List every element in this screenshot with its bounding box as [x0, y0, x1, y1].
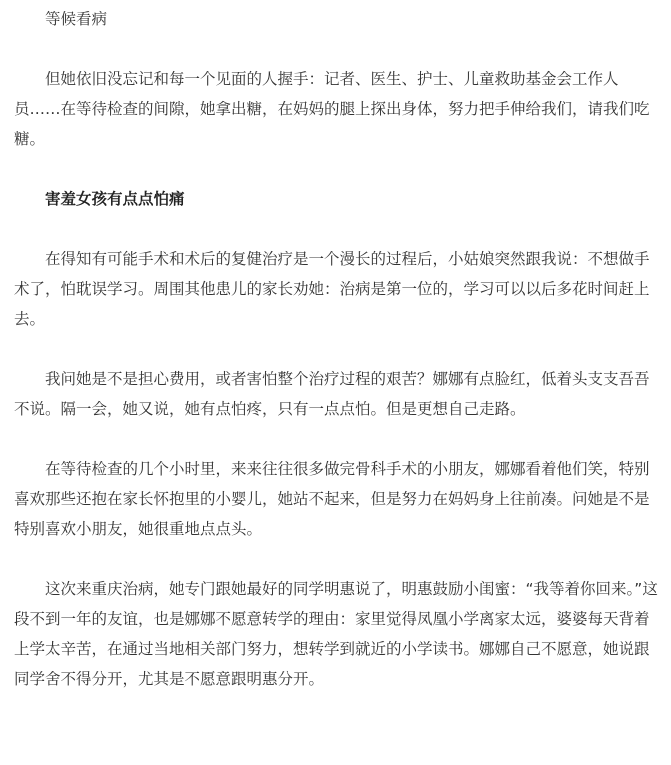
paragraph-gap	[14, 154, 662, 184]
paragraph-gap	[14, 214, 662, 244]
paragraph-surgery: 在得知有可能手术和术后的复健治疗是一个漫长的过程后，小姑娘突然跟我说：不想做手术了，怕耽误学习。周围其他患儿的家长劝她：治病是第一位的，学习可以以后多花时间赶上去。	[14, 250, 650, 328]
paragraph-fear: 我问她是不是担心费用，或者害怕整个治疗过程的艰苦？娜娜有点脸红，低着头支支吾吾不说。隔一会，她又说，她有点怕疼，只有一点点怕。但是更想自己走路。	[14, 370, 650, 418]
paragraph-friendship: 这次来重庆治病，她专门跟她最好的同学明惠说了，明惠鼓励小闺蜜：“我等着你回来。”这段不到一年的友谊，也是娜娜不愿意转学的理由：家里觉得凤凰小学离家太远，婆婆每天背着上学太辛苦，在通过当地相关部门努力，想转学到就近的小学读书。娜娜自己不愿意，她说跟同学舍不得分开，尤其是不愿意跟明惠分开。	[14, 580, 658, 688]
paragraph-gap	[14, 334, 662, 364]
paragraph-children: 在等待检查的几个小时里，来来往往很多做完骨科手术的小朋友，娜娜看着他们笑，特别喜欢那些还抱在家长怀抱里的小婴儿，她站不起来，但是努力在妈妈身上往前凑。问她是不是特别喜欢小朋友，她很重地点点头。	[14, 460, 650, 538]
paragraph-gap	[14, 544, 662, 574]
paragraph-handshake: 但她依旧没忘记和每一个见面的人握手：记者、医生、护士、儿童救助基金会工作人员……在等待检查的间隙，她拿出糖，在妈妈的腿上探出身体，努力把手伸给我们，请我们吃糖。	[14, 70, 650, 148]
paragraph-gap	[14, 34, 662, 64]
paragraph-gap	[14, 424, 662, 454]
article-body	[14, 0, 662, 694]
paragraph-waiting: 等候看病	[45, 10, 108, 28]
section-heading: 害羞女孩有点点怕痛	[45, 190, 185, 208]
